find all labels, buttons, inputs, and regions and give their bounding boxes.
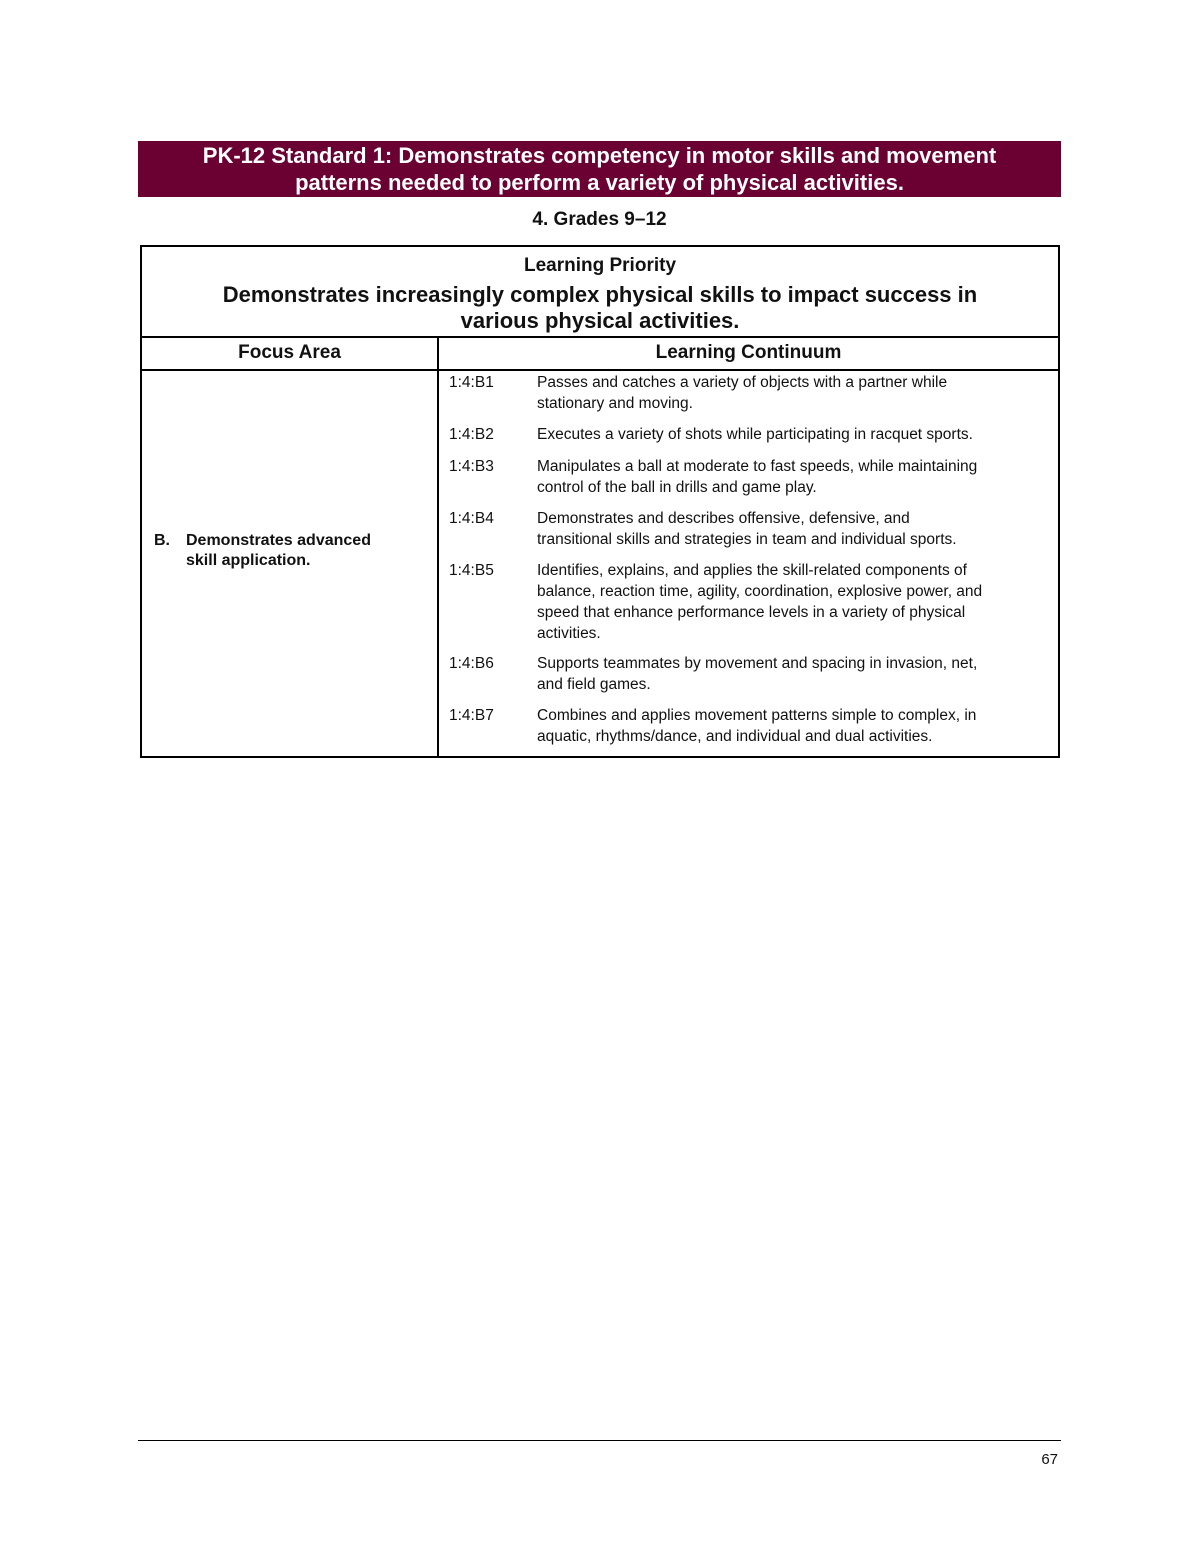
learning-continuum-header: Learning Continuum (655, 342, 842, 363)
continuum-item (449, 705, 1049, 747)
continuum-code: 1:4:B3 (449, 458, 494, 475)
continuum-item (449, 424, 1049, 445)
focus-area-line-2: skill application. (186, 552, 311, 569)
footer-divider (138, 1440, 1061, 1441)
continuum-code: 1:4:B6 (449, 655, 494, 672)
continuum-code: 1:4:B1 (449, 374, 494, 391)
continuum-line: Supports teammates by movement and spacing in invasion, net, (537, 655, 978, 672)
focus-area-item (154, 531, 414, 571)
grades-heading: 4. Grades 9–12 (532, 209, 667, 230)
continuum-item (449, 508, 1049, 550)
continuum-line: stationary and moving. (537, 395, 693, 412)
continuum-item (449, 653, 1049, 695)
focus-area-text (186, 531, 371, 571)
learning-priority-line-1: Demonstrates increasingly complex physical skills to impact success in (222, 282, 978, 307)
standards-table (140, 245, 1060, 758)
continuum-line: Demonstrates and describes offensive, defensive, and (537, 510, 910, 527)
continuum-description (537, 653, 1049, 695)
banner-line-1: PK-12 Standard 1: Demonstrates competency in motor skills and movement (202, 143, 997, 168)
continuum-description (537, 705, 1049, 747)
learning-priority-section (142, 247, 1058, 338)
continuum-line: balance, reaction time, agility, coordination, explosive power, and (537, 583, 983, 600)
continuum-item (449, 560, 1049, 644)
continuum-line: and field games. (537, 676, 651, 693)
continuum-description (537, 424, 1049, 445)
focus-area-letter: B. (154, 532, 170, 549)
continuum-description (537, 456, 1049, 498)
continuum-line: Passes and catches a variety of objects with a partner while (537, 374, 948, 391)
continuum-line: Combines and applies movement patterns simple to complex, in (537, 707, 977, 724)
learning-continuum-cell (439, 371, 1058, 756)
standard-banner (138, 141, 1061, 197)
page-number: 67 (1041, 1451, 1058, 1468)
banner-line-2: patterns needed to perform a variety of physical activities. (295, 170, 904, 195)
continuum-code: 1:4:B7 (449, 707, 494, 724)
learning-priority-label: Learning Priority (523, 255, 677, 276)
continuum-line: control of the ball in drills and game play. (537, 479, 817, 496)
learning-priority-text (142, 282, 1058, 334)
table-header-row (142, 338, 1058, 371)
continuum-item (449, 456, 1049, 498)
continuum-code: 1:4:B4 (449, 510, 494, 527)
focus-area-cell (142, 371, 439, 756)
continuum-line: Identifies, explains, and applies the skill-related components of (537, 562, 967, 579)
continuum-line: activities. (537, 625, 601, 642)
learning-priority-line-2: various physical activities. (460, 308, 740, 333)
table-body-row (142, 371, 1058, 756)
continuum-line: transitional skills and strategies in team and individual sports. (537, 531, 957, 548)
continuum-code: 1:4:B5 (449, 562, 494, 579)
continuum-code: 1:4:B2 (449, 426, 494, 443)
continuum-line: aquatic, rhythms/dance, and individual and dual activities. (537, 728, 933, 745)
continuum-description (537, 560, 1049, 644)
continuum-description (537, 372, 1049, 414)
continuum-line: speed that enhance performance levels in a variety of physical (537, 604, 966, 621)
continuum-line: Manipulates a ball at moderate to fast speeds, while maintaining (537, 458, 978, 475)
continuum-description (537, 508, 1049, 550)
focus-area-line-1: Demonstrates advanced (186, 532, 371, 549)
continuum-line: Executes a variety of shots while participating in racquet sports. (537, 426, 973, 443)
continuum-item (449, 372, 1049, 414)
focus-area-header: Focus Area (142, 338, 439, 369)
